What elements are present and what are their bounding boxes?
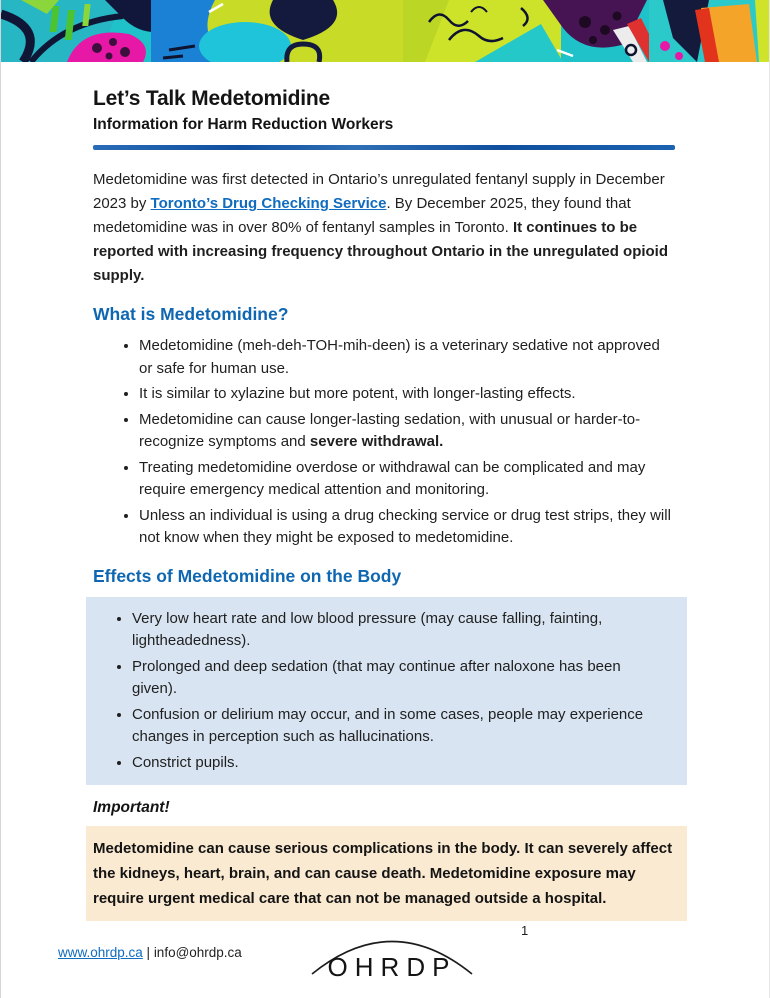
list-item: • Medetomidine (meh-deh-TOH-mih-deen) is a veterinary sedative not approved or safe for human use. (139, 335, 675, 380)
footer-email: info@ohrdp.ca (153, 945, 242, 960)
important-warning-text: Medetomidine can cause serious complications in the body. It can severely affect the kidneys, heart, brain, and can cause death. Medetomidine exposure may require urgent medical care that can not be managed outside a hospital. (93, 840, 673, 908)
important-warning-box (86, 826, 687, 921)
blue-divider-rule (93, 145, 675, 150)
what-is-medetomidine-list (93, 335, 675, 550)
ohrdp-arc-icon (308, 919, 476, 981)
intro-paragraph (93, 168, 675, 288)
drug-checking-service-link[interactable]: Toronto’s Drug Checking Service (150, 195, 387, 213)
footer-contact (1, 945, 294, 960)
graffiti-banner-image (1, 0, 770, 62)
intro-text-after-link: . By December 2025, they found that medetomidine was in over 80% of fentanyl samples in Toronto. (93, 195, 631, 237)
intro-text-before-link: Medetomidine was first detected in Ontario’s unregulated fentanyl supply in December 2023 by (93, 171, 665, 213)
list-item: • Very low heart rate and low blood pressure (may cause falling, fainting, lightheadedness). (132, 608, 669, 653)
page-title: Let’s Talk Medetomidine (93, 87, 330, 110)
list-item: • It is similar to xylazine but more potent, with longer-lasting effects. (139, 383, 675, 406)
page-number: 1 (521, 923, 529, 938)
effects-heading: Effects of Medetomidine on the Body (93, 565, 402, 586)
effects-highlight-box (86, 597, 687, 786)
document-content (1, 62, 769, 921)
important-heading: Important! (93, 799, 170, 817)
ohrdp-logo-text: OHRDP (327, 952, 457, 981)
website-link[interactable]: www.ohrdp.ca (58, 945, 143, 960)
intro-bold-text: It continues to be reported with increasing frequency throughout Ontario in the unregulated opioid supply. (93, 219, 669, 285)
list-item: • Treating medetomidine overdose or withdrawal can be complicated and may require emergency medical attention and monitoring. (139, 457, 675, 502)
ohrdp-logo (308, 919, 476, 986)
list-item: • Medetomidine can cause longer-lasting sedation, with unusual or harder-to-recognize symptoms and severe withdrawal. (139, 409, 675, 454)
list-item: • Prolonged and deep sedation (that may continue after naloxone has been given). (132, 656, 669, 701)
what-is-medetomidine-heading: What is Medetomidine? (93, 304, 289, 325)
list-item: • Confusion or delirium may occur, and in some cases, people may experience changes in perception such as hallucinations. (132, 704, 669, 749)
page-subtitle: Information for Harm Reduction Workers (93, 116, 394, 134)
list-item: • Unless an individual is using a drug checking service or drug test strips, they will not know when they might be exposed to medetomidine. (139, 505, 675, 550)
footer-separator: | (142, 945, 154, 960)
page-footer (1, 919, 769, 986)
list-item: • Constrict pupils. (132, 752, 669, 775)
effects-list (93, 608, 669, 775)
